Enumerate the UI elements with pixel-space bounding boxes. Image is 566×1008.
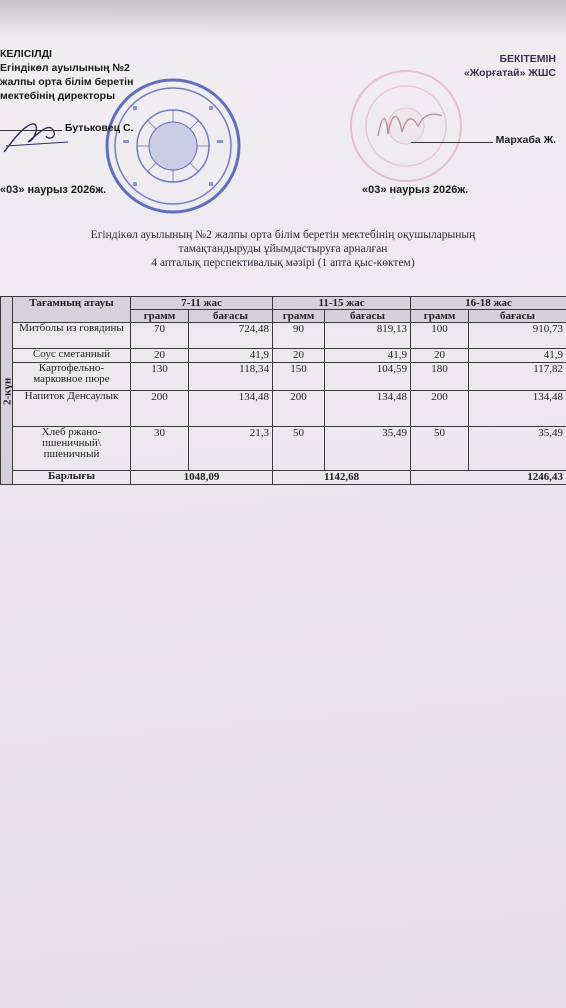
gram-11-15: 150 <box>273 363 325 391</box>
price-11-15: 134,48 <box>325 391 411 427</box>
gram-7-11: 130 <box>131 363 189 391</box>
menu-table <box>0 296 566 485</box>
total-label: Барлығы <box>13 471 131 485</box>
school-line-3: мектебінің директоры <box>0 90 116 102</box>
price-11-15: 35,49 <box>325 427 411 471</box>
date-right: «03» наурыз 2026ж. <box>362 184 469 196</box>
price-11-15: 819,13 <box>325 323 411 349</box>
price-7-11: 118,34 <box>189 363 273 391</box>
price-16-18: 117,82 <box>469 363 566 391</box>
sub-gram: грамм <box>131 310 189 323</box>
gram-11-15: 50 <box>273 427 325 471</box>
gram-7-11: 70 <box>131 323 189 349</box>
price-7-11: 41,9 <box>189 349 273 363</box>
sub-price: бағасы <box>189 310 273 323</box>
title-line-1: Егіндікөл ауылының №2 жалпы орта білім беретін мектебінің оқушыларының <box>90 229 476 241</box>
group-11-15: 11-15 жас <box>273 297 411 310</box>
company-name: «Жорғатай» ЖШС <box>463 67 556 79</box>
total-11-15: 1142,68 <box>273 471 411 485</box>
total-row <box>1 471 566 485</box>
dish-name: Соус сметанный <box>13 349 131 363</box>
date-left: «03» наурыз 2026ж. <box>0 184 107 196</box>
price-7-11: 724,48 <box>189 323 273 349</box>
dish-name: Хлеб ржано-пшеничный\ пшеничный <box>13 427 131 471</box>
sub-price: бағасы <box>325 310 411 323</box>
gram-16-18: 100 <box>411 323 469 349</box>
gram-11-15: 200 <box>273 391 325 427</box>
title-line-2: тамақтандыруды ұйымдастыруға арналған <box>178 243 388 255</box>
price-16-18: 910,73 <box>469 323 566 349</box>
price-11-15: 104,59 <box>325 363 411 391</box>
gram-7-11: 30 <box>131 427 189 471</box>
gram-7-11: 20 <box>131 349 189 363</box>
sub-price: бағасы <box>469 310 566 323</box>
school-line-2: жалпы орта білім беретін <box>0 76 134 88</box>
gram-7-11: 200 <box>131 391 189 427</box>
gram-16-18: 20 <box>411 349 469 363</box>
col-dish-name: Тағамның атауы <box>13 297 131 323</box>
agreed-heading: КЕЛІСІЛДІ <box>0 48 52 60</box>
signature-line <box>411 142 493 143</box>
price-16-18: 41,9 <box>469 349 566 363</box>
day-label: 2-күн <box>1 297 13 485</box>
table-row <box>1 323 566 349</box>
dish-name: Напиток Денсаулык <box>13 391 131 427</box>
table-row <box>1 363 566 391</box>
photo-shadow <box>0 0 566 40</box>
gram-16-18: 50 <box>411 427 469 471</box>
title-line-3: 4 апталық перспективалық мәзірі (1 апта қыс-көктем) <box>151 257 415 269</box>
approval-left-block <box>0 47 240 135</box>
menu-title <box>0 228 566 270</box>
dish-name: Митболы из говядины <box>13 323 131 349</box>
price-7-11: 134,48 <box>189 391 273 427</box>
right-signer-name: Мархаба Ж. <box>495 134 556 146</box>
approve-heading: БЕКІТЕМІН <box>499 53 556 65</box>
table-row <box>1 349 566 363</box>
price-7-11: 21,3 <box>189 427 273 471</box>
gram-11-15: 90 <box>273 323 325 349</box>
dish-name: Картофельно-марковное пюре <box>13 363 131 391</box>
signature-line <box>0 130 62 131</box>
school-line-1: Егіндікөл ауылының №2 <box>0 62 130 74</box>
table-row <box>1 427 566 471</box>
group-16-18: 16-18 жас <box>411 297 566 310</box>
gram-16-18: 200 <box>411 391 469 427</box>
total-16-18: 1246,43 <box>411 471 566 485</box>
price-16-18: 35,49 <box>469 427 566 471</box>
gram-11-15: 20 <box>273 349 325 363</box>
sub-gram: грамм <box>411 310 469 323</box>
price-11-15: 41,9 <box>325 349 411 363</box>
sub-gram: грамм <box>273 310 325 323</box>
left-signer-name: Бутьковец С. <box>64 122 134 134</box>
approval-right-block <box>336 52 556 147</box>
total-7-11: 1048,09 <box>131 471 273 485</box>
price-16-18: 134,48 <box>469 391 566 427</box>
gram-16-18: 180 <box>411 363 469 391</box>
table-row <box>1 391 566 427</box>
group-7-11: 7-11 жас <box>131 297 273 310</box>
